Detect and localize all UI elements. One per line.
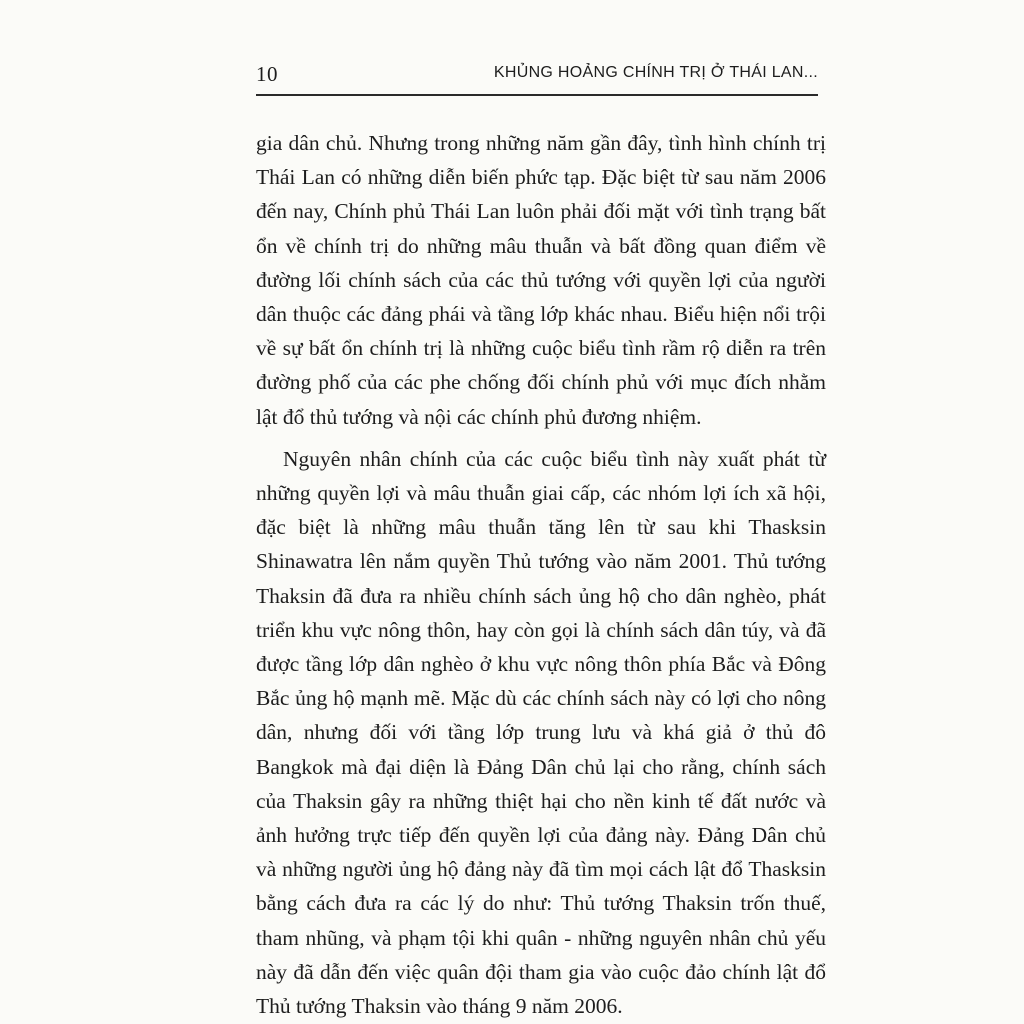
- running-title: KHỦNG HOẢNG CHÍNH TRỊ Ở THÁI LAN...: [493, 64, 818, 81]
- body-text: [256, 126, 826, 1023]
- paragraph-causes: Nguyên nhân chính của các cuộc biểu tình này xuất phát từ những quyền lợi và mâu thuẫn giai cấp, các nhóm lợi ích xã hội, đặc biệt là những mâu thuẫn tăng lên từ sau khi Thasksin Shinawatra lên nắm quyền Thủ tướng vào năm 2001. Thủ tướng Thaksin đã đưa ra nhiều chính sách ủng hộ cho dân nghèo, phát triển khu vực nông thôn, hay còn gọi là chính sách dân túy, và đã được tầng lớp dân nghèo ở khu vực nông thôn phía Bắc và Đông Bắc ủng hộ mạnh mẽ. Mặc dù các chính sách này có lợi cho nông dân, nhưng đối với tầng lớp trung lưu và khá giả ở thủ đô Bangkok mà đại diện là Đảng Dân chủ lại cho rằng, chính sách của Thaksin gây ra những thiệt hại cho nền kinh tế đất nước và ảnh hưởng trực tiếp đến quyền lợi của đảng này. Đảng Dân chủ và những người ủng hộ đảng này đã tìm mọi cách lật đổ Thasksin bằng cách đưa ra các lý do như: Thủ tướng Thaksin trốn thuế, tham nhũng, và phạm tội khi quân - những nguyên nhân chủ yếu này đã dẫn đến việc quân đội tham gia vào cuộc đảo chính lật đổ Thủ tướng Thaksin vào tháng 9 năm 2006.: [256, 446, 826, 1019]
- paragraph-continued: gia dân chủ. Nhưng trong những năm gần đây, tình hình chính trị Thái Lan có những diễn biến phức tạp. Đặc biệt từ sau năm 2006 đến nay, Chính phủ Thái Lan luôn phải đối mặt với tình trạng bất ổn về chính trị do những mâu thuẫn và bất đồng quan điểm về đường lối chính sách của các thủ tướng với quyền lợi của người dân thuộc các đảng phái và tầng lớp khác nhau. Biểu hiện nổi trội về sự bất ổn chính trị là những cuộc biểu tình rầm rộ diễn ra trên đường phố của các phe chống đối chính phủ với mục đích nhằm lật đổ thủ tướng và nội các chính phủ đương nhiệm.: [256, 131, 826, 429]
- running-header: [256, 58, 818, 96]
- page-number: 10: [256, 62, 278, 86]
